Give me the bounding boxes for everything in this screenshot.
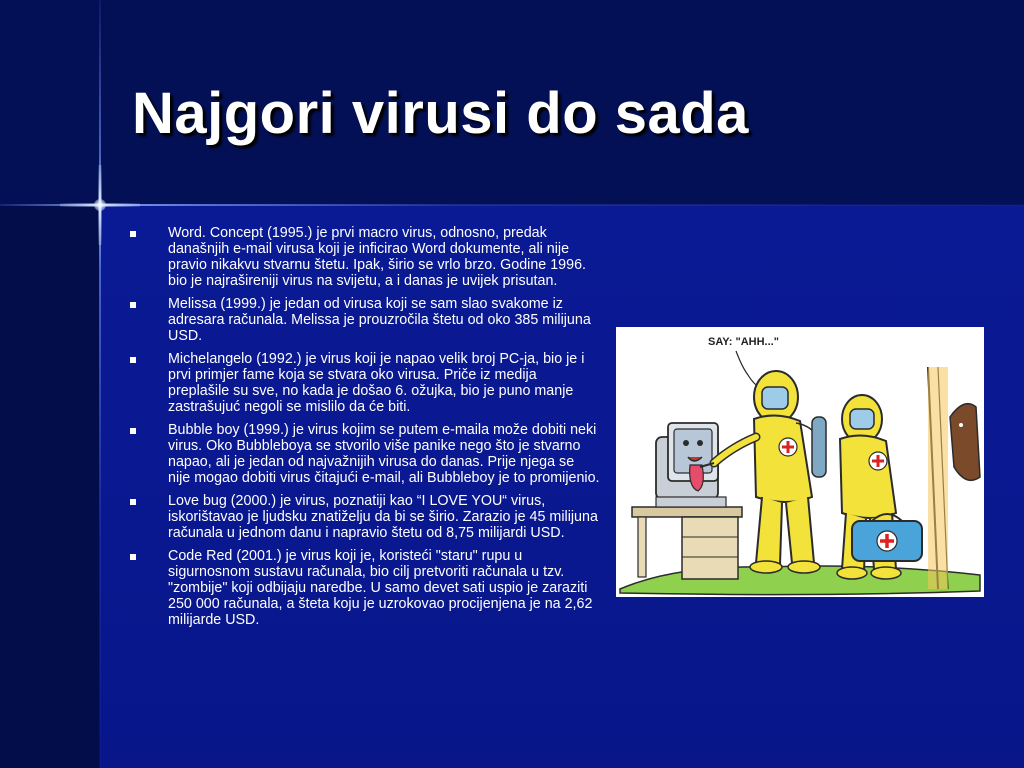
bullet-list [128, 225, 600, 635]
left-band [0, 205, 100, 768]
hazmat-cartoon-drawing [616, 327, 984, 597]
vertical-divider-line [99, 0, 101, 768]
bullet-item-bubble-boy: Bubble boy (1999.) je virus kojim se putem e-maila može dobiti neki virus. Oko Bubbleboya se stvorilo više panike nego što je stvarno napao, ali je jedan od najvažnijih virusa do danas. Prije njega se nije mogao dobiti virus čitajući e-mail, ali Bubbleboy je to promijenio. [128, 422, 600, 486]
bullet-item-code-red: Code Red (2001.) je virus koji je, koristeći "staru" rupu u sigurnosnom sustavu računala, bio cilj pretvoriti računala u tzv. "zombije" koji odbijaju naredbe. U samo devet sati uspio je zaraziti 250 000 računala, a šteta koju je uzrokovao procijenjena je na 2,62 milijarde USD. [128, 548, 600, 628]
slide-title: Najgori virusi do sada [132, 81, 749, 146]
light-flare-center [94, 199, 106, 211]
hazmat-cartoon-image [616, 327, 984, 597]
bullet-item-melissa: Melissa (1999.) je jedan od virusa koji se sam slao svakome iz adresara računala. Melissa je prouzročila štetu od oko 385 milijuna USD. [128, 296, 600, 344]
speech-text: SAY: "AHH..." [708, 336, 779, 348]
bullet-item-michelangelo: Michelangelo (1992.) je virus koji je napao velik broj PC-ja, bio je i prvi primjer fame koja se stvara oko virusa. Priče iz medija preplašile su sve, no kada je došao 6. ožujka, bio je puno manje zastrašujuć negoli se mislilo da će biti. [128, 351, 600, 415]
horizontal-divider-line [0, 204, 1024, 206]
bullet-item-love-bug: Love bug (2000.) je virus, poznatiji kao “I LOVE YOU“ virus, iskorištavao je ljudsku znatiželju da bi se širio. Zarazio je 45 milijuna računala u jednom danu i napravio štetu od 8,75 milijardi USD. [128, 493, 600, 541]
bullet-item-word-concept: Word. Concept (1995.) je prvi macro virus, odnosno, predak današnjih e-mail virusa koji je inficirao Word dokumente, ali nije pravio nikakvu stvarnu štetu. Ipak, širio se vrlo brzo. Godine 1996. bio je najrašireniji virus na svijetu, a i danas je uvijek prisutan. [128, 225, 600, 289]
